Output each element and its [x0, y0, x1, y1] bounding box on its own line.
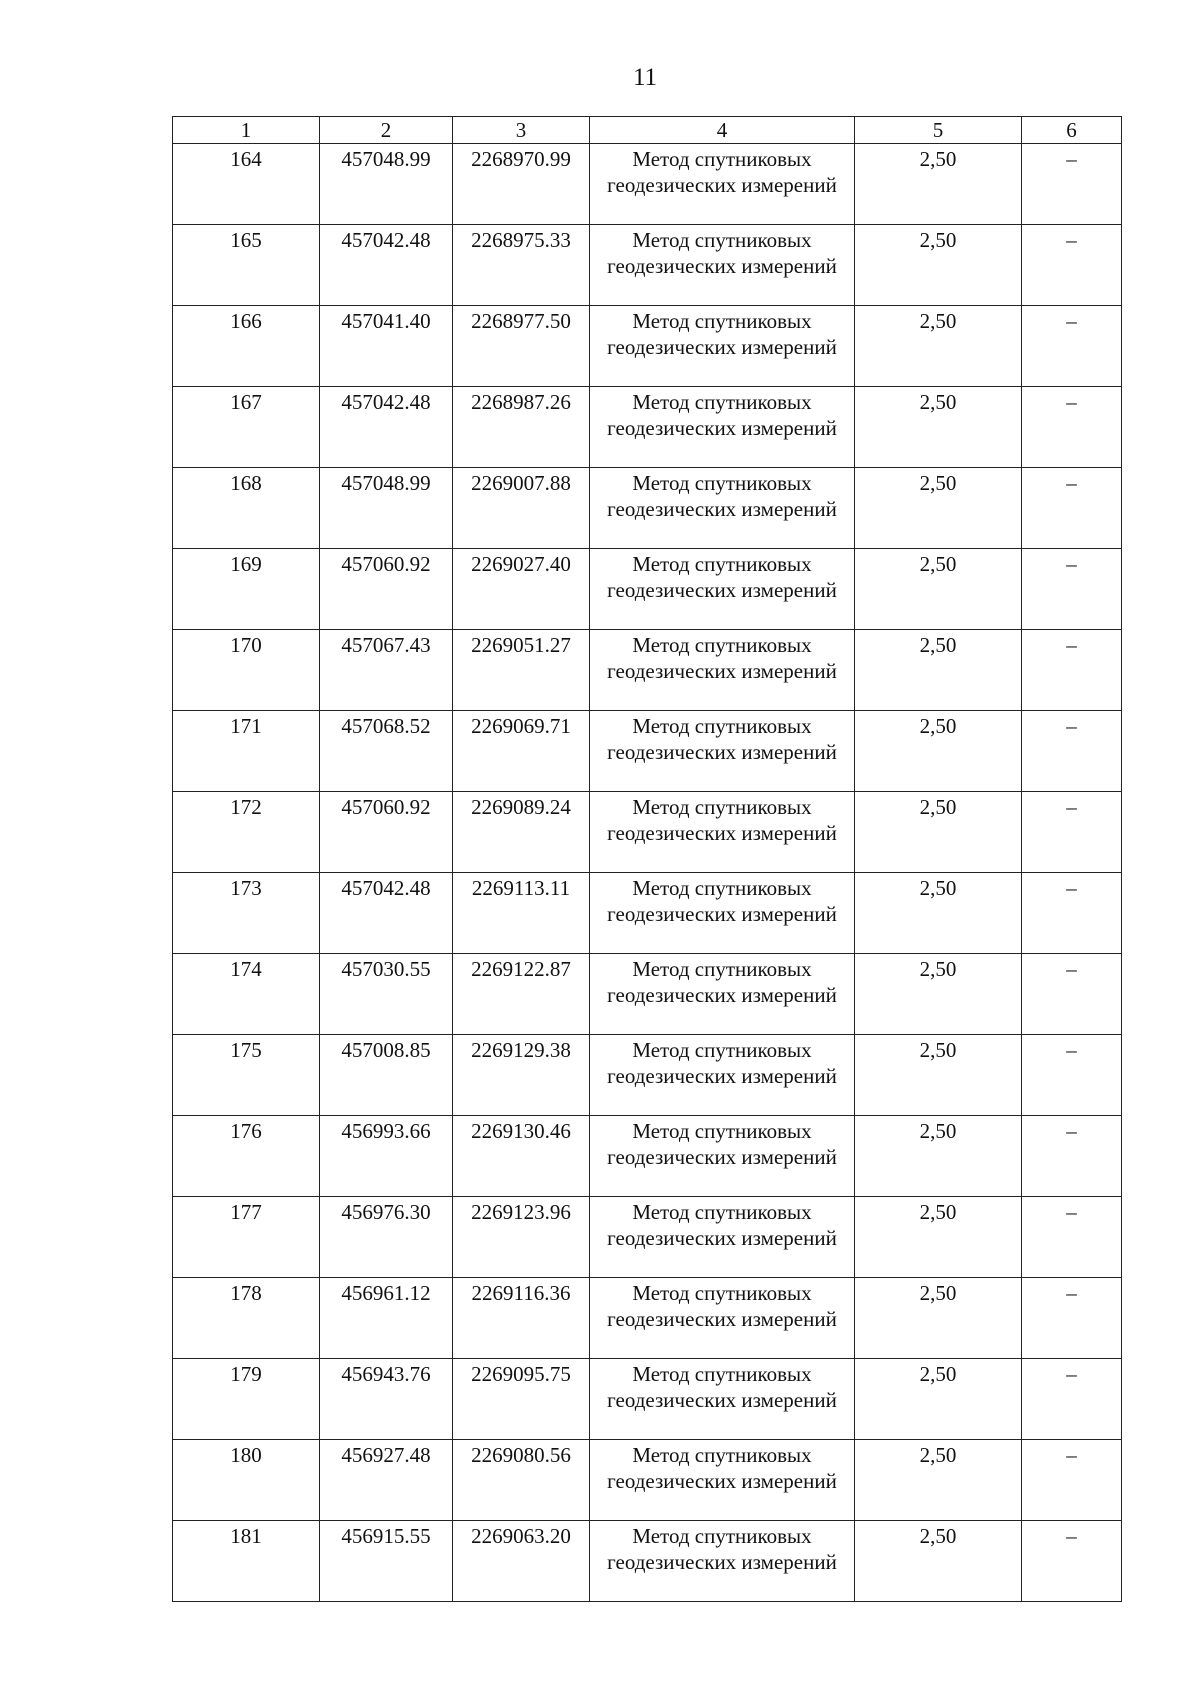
method-cell: Метод спутниковых геодезических измерений [590, 1035, 855, 1116]
y-coordinate-cell: 2269051.27 [453, 630, 590, 711]
point-number-cell: 170 [173, 630, 320, 711]
point-number-cell: 180 [173, 1440, 320, 1521]
accuracy-cell: 2,50 [855, 873, 1022, 954]
note-cell: – [1022, 225, 1122, 306]
accuracy-cell: 2,50 [855, 144, 1022, 225]
accuracy-cell: 2,50 [855, 630, 1022, 711]
y-coordinate-cell: 2269007.88 [453, 468, 590, 549]
method-cell: Метод спутниковых геодезических измерений [590, 630, 855, 711]
y-coordinate-cell: 2269130.46 [453, 1116, 590, 1197]
method-cell: Метод спутниковых геодезических измерений [590, 792, 855, 873]
note-cell: – [1022, 1359, 1122, 1440]
y-coordinate-cell: 2269069.71 [453, 711, 590, 792]
table-row [173, 1359, 1122, 1440]
table-row [173, 630, 1122, 711]
table-row [173, 792, 1122, 873]
x-coordinate-cell: 457042.48 [320, 225, 453, 306]
table-body [173, 144, 1122, 1602]
point-number-cell: 167 [173, 387, 320, 468]
column-header-2: 2 [320, 117, 453, 144]
accuracy-cell: 2,50 [855, 387, 1022, 468]
note-cell: – [1022, 549, 1122, 630]
accuracy-cell: 2,50 [855, 306, 1022, 387]
x-coordinate-cell: 457048.99 [320, 144, 453, 225]
point-number-cell: 175 [173, 1035, 320, 1116]
point-number-cell: 179 [173, 1359, 320, 1440]
table-row [173, 1521, 1122, 1602]
note-cell: – [1022, 1116, 1122, 1197]
point-number-cell: 165 [173, 225, 320, 306]
y-coordinate-cell: 2269122.87 [453, 954, 590, 1035]
table-row [173, 387, 1122, 468]
table-row [173, 225, 1122, 306]
accuracy-cell: 2,50 [855, 1359, 1022, 1440]
table-row [173, 873, 1122, 954]
note-cell: – [1022, 954, 1122, 1035]
method-cell: Метод спутниковых геодезических измерений [590, 144, 855, 225]
y-coordinate-cell: 2269113.11 [453, 873, 590, 954]
x-coordinate-cell: 457048.99 [320, 468, 453, 549]
point-number-cell: 173 [173, 873, 320, 954]
accuracy-cell: 2,50 [855, 1035, 1022, 1116]
method-cell: Метод спутниковых геодезических измерений [590, 1197, 855, 1278]
point-number-cell: 169 [173, 549, 320, 630]
column-header-5: 5 [855, 117, 1022, 144]
x-coordinate-cell: 457041.40 [320, 306, 453, 387]
y-coordinate-cell: 2268970.99 [453, 144, 590, 225]
point-number-cell: 171 [173, 711, 320, 792]
y-coordinate-cell: 2268977.50 [453, 306, 590, 387]
column-header-3: 3 [453, 117, 590, 144]
note-cell: – [1022, 630, 1122, 711]
accuracy-cell: 2,50 [855, 468, 1022, 549]
table-row [173, 549, 1122, 630]
table-row [173, 306, 1122, 387]
note-cell: – [1022, 1197, 1122, 1278]
x-coordinate-cell: 457008.85 [320, 1035, 453, 1116]
header-row [173, 117, 1122, 144]
point-number-cell: 168 [173, 468, 320, 549]
x-coordinate-cell: 456927.48 [320, 1440, 453, 1521]
y-coordinate-cell: 2269027.40 [453, 549, 590, 630]
x-coordinate-cell: 456915.55 [320, 1521, 453, 1602]
x-coordinate-cell: 457068.52 [320, 711, 453, 792]
table-header [173, 117, 1122, 144]
x-coordinate-cell: 457042.48 [320, 387, 453, 468]
point-number-cell: 181 [173, 1521, 320, 1602]
column-header-6: 6 [1022, 117, 1122, 144]
y-coordinate-cell: 2269123.96 [453, 1197, 590, 1278]
method-cell: Метод спутниковых геодезических измерений [590, 387, 855, 468]
point-number-cell: 172 [173, 792, 320, 873]
point-number-cell: 166 [173, 306, 320, 387]
note-cell: – [1022, 1035, 1122, 1116]
method-cell: Метод спутниковых геодезических измерений [590, 711, 855, 792]
note-cell: – [1022, 1278, 1122, 1359]
note-cell: – [1022, 792, 1122, 873]
note-cell: – [1022, 711, 1122, 792]
method-cell: Метод спутниковых геодезических измерений [590, 225, 855, 306]
method-cell: Метод спутниковых геодезических измерений [590, 1359, 855, 1440]
method-cell: Метод спутниковых геодезических измерений [590, 1521, 855, 1602]
accuracy-cell: 2,50 [855, 954, 1022, 1035]
coordinates-table [172, 116, 1122, 1602]
note-cell: – [1022, 1440, 1122, 1521]
x-coordinate-cell: 457042.48 [320, 873, 453, 954]
y-coordinate-cell: 2269129.38 [453, 1035, 590, 1116]
accuracy-cell: 2,50 [855, 792, 1022, 873]
accuracy-cell: 2,50 [855, 225, 1022, 306]
y-coordinate-cell: 2269089.24 [453, 792, 590, 873]
y-coordinate-cell: 2268975.33 [453, 225, 590, 306]
table-row [173, 1440, 1122, 1521]
method-cell: Метод спутниковых геодезических измерений [590, 873, 855, 954]
note-cell: – [1022, 387, 1122, 468]
note-cell: – [1022, 468, 1122, 549]
note-cell: – [1022, 144, 1122, 225]
note-cell: – [1022, 306, 1122, 387]
method-cell: Метод спутниковых геодезических измерений [590, 1278, 855, 1359]
accuracy-cell: 2,50 [855, 711, 1022, 792]
y-coordinate-cell: 2269095.75 [453, 1359, 590, 1440]
accuracy-cell: 2,50 [855, 549, 1022, 630]
x-coordinate-cell: 456976.30 [320, 1197, 453, 1278]
table-row [173, 711, 1122, 792]
column-header-1: 1 [173, 117, 320, 144]
method-cell: Метод спутниковых геодезических измерений [590, 1116, 855, 1197]
method-cell: Метод спутниковых геодезических измерений [590, 468, 855, 549]
table-row [173, 954, 1122, 1035]
point-number-cell: 176 [173, 1116, 320, 1197]
x-coordinate-cell: 457067.43 [320, 630, 453, 711]
x-coordinate-cell: 456993.66 [320, 1116, 453, 1197]
page-number: 11 [632, 64, 658, 91]
x-coordinate-cell: 457030.55 [320, 954, 453, 1035]
accuracy-cell: 2,50 [855, 1278, 1022, 1359]
y-coordinate-cell: 2269063.20 [453, 1521, 590, 1602]
point-number-cell: 174 [173, 954, 320, 1035]
table-row [173, 1035, 1122, 1116]
point-number-cell: 177 [173, 1197, 320, 1278]
table-row [173, 1278, 1122, 1359]
note-cell: – [1022, 873, 1122, 954]
point-number-cell: 164 [173, 144, 320, 225]
accuracy-cell: 2,50 [855, 1197, 1022, 1278]
column-header-4: 4 [590, 117, 855, 144]
table-row [173, 468, 1122, 549]
method-cell: Метод спутниковых геодезических измерений [590, 306, 855, 387]
method-cell: Метод спутниковых геодезических измерений [590, 549, 855, 630]
note-cell: – [1022, 1521, 1122, 1602]
point-number-cell: 178 [173, 1278, 320, 1359]
y-coordinate-cell: 2269116.36 [453, 1278, 590, 1359]
y-coordinate-cell: 2268987.26 [453, 387, 590, 468]
method-cell: Метод спутниковых геодезических измерений [590, 1440, 855, 1521]
table-row [173, 1197, 1122, 1278]
method-cell: Метод спутниковых геодезических измерений [590, 954, 855, 1035]
table-row [173, 144, 1122, 225]
x-coordinate-cell: 457060.92 [320, 792, 453, 873]
x-coordinate-cell: 457060.92 [320, 549, 453, 630]
x-coordinate-cell: 456943.76 [320, 1359, 453, 1440]
table-row [173, 1116, 1122, 1197]
accuracy-cell: 2,50 [855, 1521, 1022, 1602]
accuracy-cell: 2,50 [855, 1116, 1022, 1197]
y-coordinate-cell: 2269080.56 [453, 1440, 590, 1521]
accuracy-cell: 2,50 [855, 1440, 1022, 1521]
x-coordinate-cell: 456961.12 [320, 1278, 453, 1359]
